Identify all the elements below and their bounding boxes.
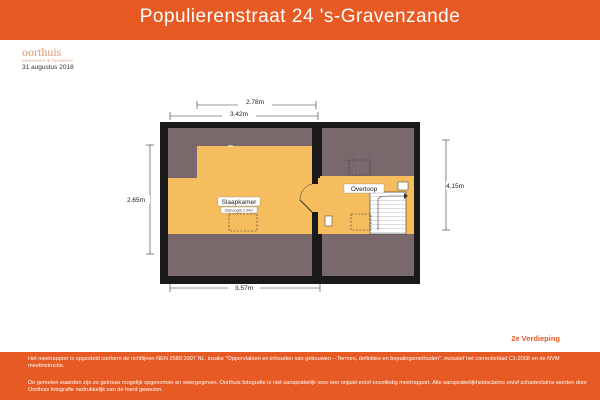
room-label-slaapkamer: Slaapkamer (221, 199, 257, 206)
page-title: Populierenstraat 24 's-Gravenzande (139, 6, 461, 27)
washbasin (325, 216, 332, 226)
dim-left: 2.65m (126, 197, 146, 204)
logo-tagline: makelaars & taxateurs (22, 58, 74, 63)
dim-top-outer: 3.42m (229, 111, 249, 118)
dim-bottom: 3.57m (234, 285, 254, 292)
logo-wordmark: oorthuis (22, 45, 62, 59)
room-label-overloop: Overloop (350, 186, 378, 193)
staircase (370, 192, 406, 234)
boiler-unit (398, 182, 408, 190)
date-label: 31 augustus 2018 (22, 64, 74, 71)
dim-right: 4.15m (445, 183, 465, 190)
floor-level-label: 2e Verdieping (511, 334, 560, 343)
bedroom-doorway (312, 184, 318, 212)
footer-paragraph-measurement: Het meetrapport is opgesteld conform de richtlijnen NEN 2580:2007 NL, inzake "Oppervlakten en inhouden van gebouwen – Termen, definities en bepalingsmethoden", inclusief het correctieblad C1:2008 en de NVM meetinstructie. (28, 356, 560, 369)
footer-disclaimer (0, 352, 600, 400)
footer-paragraph-liability: De gemeten waarden zijn zo getrouw mogelijk opgenomen en weergegeven. Oorthuis fotografie is niet aansprakelijk voor een onjuist en/of onvolledig meetrapport. Alle aansprakelijkheidsclaims en/of schadeclaims worden door Oorthuis fotografie nadrukkelijk van de hand gewezen. (28, 380, 588, 393)
dim-top-inner: 2.78m (245, 99, 265, 106)
room-note-stahoogte: Stahoogte 2.04m (224, 208, 254, 213)
